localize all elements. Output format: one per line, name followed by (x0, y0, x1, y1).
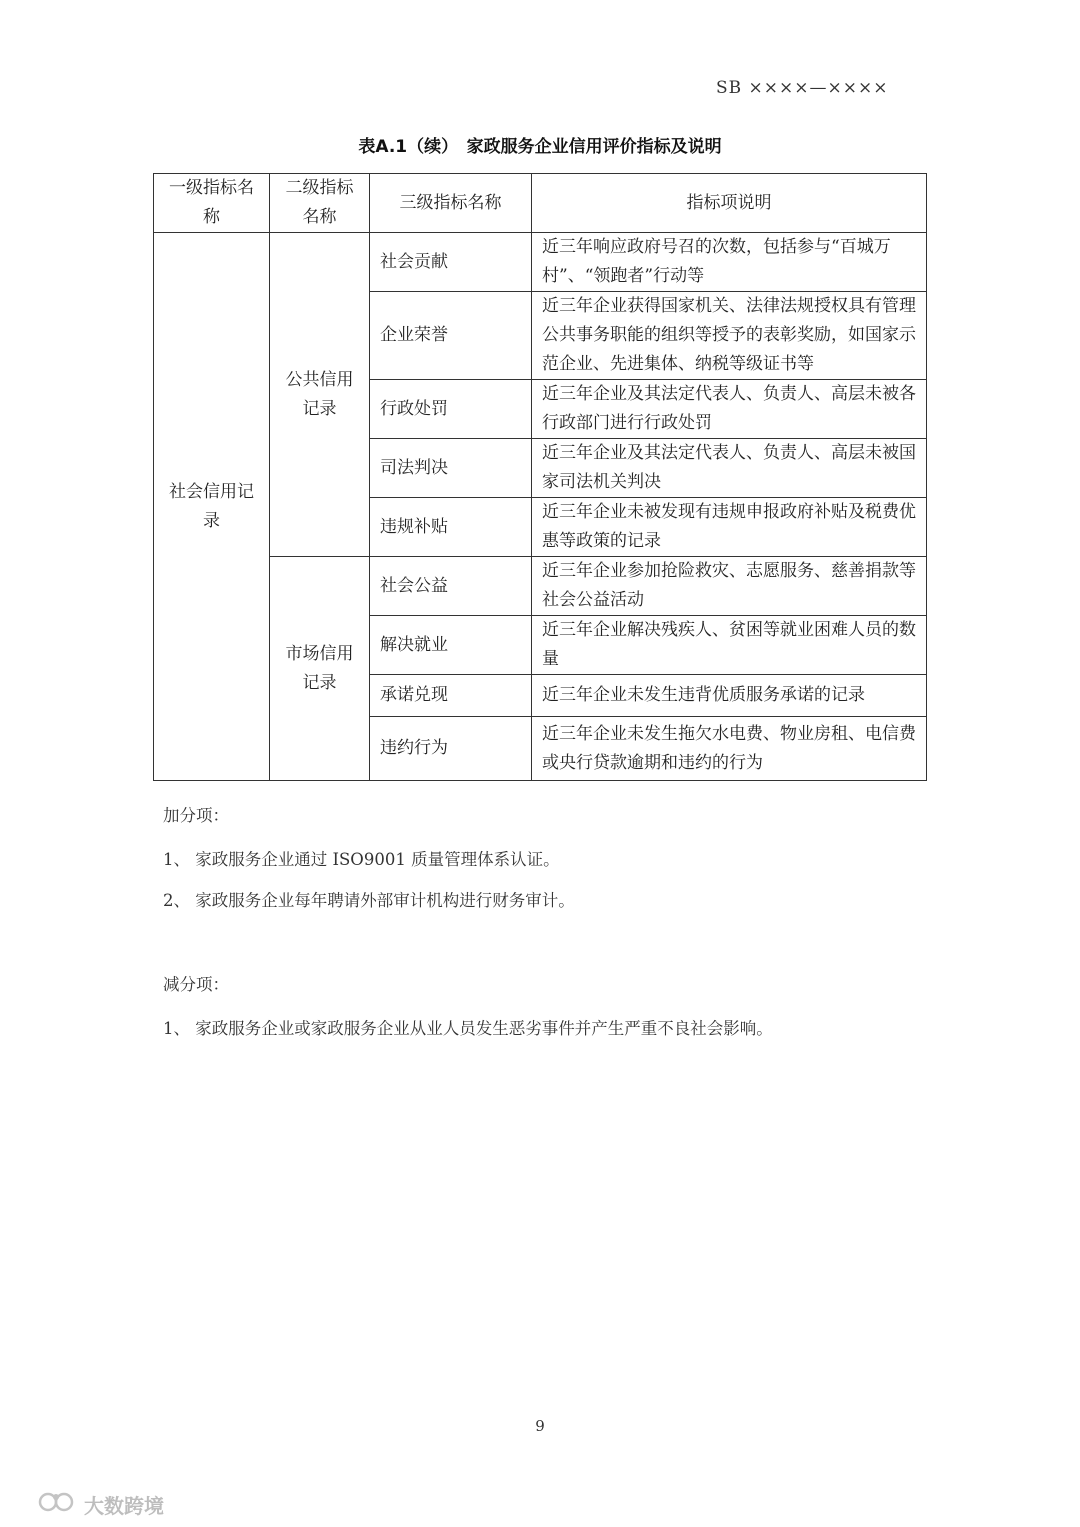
bonus-item: 2、 家政服务企业每年聘请外部审计机构进行财务审计。 (163, 891, 575, 910)
level3-cell: 解决就业 (370, 616, 532, 675)
header-level1: 一级指标名称 (154, 174, 270, 233)
level3-cell: 承诺兑现 (370, 675, 532, 717)
table-header-row (154, 174, 927, 233)
watermark (38, 1490, 164, 1519)
level3-cell: 社会公益 (370, 557, 532, 616)
level1-cell: 社会信用记录 (154, 233, 270, 781)
standard-code: SB ××××—×××× (716, 78, 889, 98)
desc-cell: 近三年企业未发生违背优质服务承诺的记录 (532, 675, 927, 717)
header-level3: 三级指标名称 (370, 174, 532, 233)
watermark-text: 大数跨境 (84, 1494, 164, 1518)
table-title: 表A.1（续） 家政服务企业信用评价指标及说明 (358, 137, 722, 157)
level3-cell: 社会贡献 (370, 233, 532, 292)
bonus-heading: 加分项： (163, 806, 229, 825)
desc-cell: 近三年企业参加抢险救灾、志愿服务、慈善捐款等社会公益活动 (532, 557, 927, 616)
page-number: 9 (535, 1417, 545, 1435)
indicator-table (153, 173, 927, 781)
desc-cell: 近三年企业未发生拖欠水电费、物业房租、电信费或央行贷款逾期和违约的行为 (532, 717, 927, 781)
level2-cell: 公共信用记录 (270, 233, 370, 557)
table-row (154, 233, 927, 292)
desc-cell: 近三年企业未被发现有违规申报政府补贴及税费优惠等政策的记录 (532, 498, 927, 557)
level3-cell: 司法判决 (370, 439, 532, 498)
level3-cell: 违约行为 (370, 717, 532, 781)
level3-cell: 违规补贴 (370, 498, 532, 557)
desc-cell: 近三年响应政府号召的次数，包括参与“百城万村”、“领跑者”行动等 (532, 233, 927, 292)
desc-cell: 近三年企业解决残疾人、贫困等就业困难人员的数量 (532, 616, 927, 675)
header-desc: 指标项说明 (532, 174, 927, 233)
desc-cell: 近三年企业及其法定代表人、负责人、高层未被各行政部门进行行政处罚 (532, 380, 927, 439)
level2-cell: 市场信用记录 (270, 557, 370, 781)
table-row (154, 557, 927, 616)
desc-cell: 近三年企业及其法定代表人、负责人、高层未被国家司法机关判决 (532, 439, 927, 498)
level3-cell: 行政处罚 (370, 380, 532, 439)
desc-cell: 近三年企业获得国家机关、法律法规授权具有管理公共事务职能的组织等授予的表彰奖励，如国家示范企业、先进集体、纳税等级证书等 (532, 292, 927, 380)
header-level2: 二级指标名称 (270, 174, 370, 233)
deduction-item: 1、 家政服务企业或家政服务企业从业人员发生恶劣事件并产生严重不良社会影响。 (163, 1019, 773, 1038)
bonus-item: 1、 家政服务企业通过 ISO9001 质量管理体系认证。 (163, 850, 560, 869)
deduction-heading: 减分项： (163, 975, 229, 994)
watermark-logo-icon (38, 1490, 78, 1519)
level3-cell: 企业荣誉 (370, 292, 532, 380)
